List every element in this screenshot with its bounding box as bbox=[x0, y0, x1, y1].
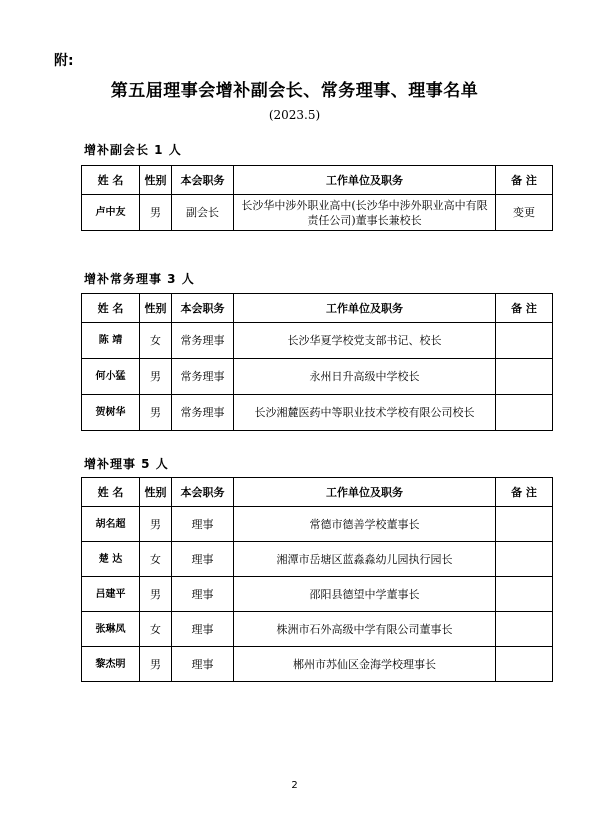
cell-gender: 男 bbox=[140, 195, 172, 231]
cell-note bbox=[496, 612, 553, 647]
cell-role: 理事 bbox=[172, 647, 234, 682]
cell-note bbox=[496, 542, 553, 577]
cell-gender: 男 bbox=[140, 577, 172, 612]
table-row bbox=[82, 542, 553, 577]
header-note: 备 注 bbox=[496, 294, 553, 323]
header-note: 备 注 bbox=[496, 166, 553, 195]
cell-name: 黎杰明 bbox=[82, 647, 140, 682]
cell-role: 理事 bbox=[172, 507, 234, 542]
cell-org: 长沙华中涉外职业高中(长沙华中涉外职业高中有限责任公司)董事长兼校长 bbox=[234, 195, 496, 231]
header-name: 姓 名 bbox=[82, 294, 140, 323]
cell-role: 常务理事 bbox=[172, 395, 234, 431]
cell-gender: 男 bbox=[140, 647, 172, 682]
section-title-vice-president: 增补副会长 1 人 bbox=[84, 143, 182, 157]
cell-role: 副会长 bbox=[172, 195, 234, 231]
header-gender: 性别 bbox=[140, 166, 172, 195]
cell-note bbox=[496, 323, 553, 359]
cell-org: 长沙华夏学校党支部书记、校长 bbox=[234, 323, 496, 359]
cell-name: 何小猛 bbox=[82, 359, 140, 395]
cell-org: 邵阳县德望中学董事长 bbox=[234, 577, 496, 612]
section-title-standing-directors: 增补常务理事 3 人 bbox=[84, 272, 195, 286]
cell-org: 常德市德善学校董事长 bbox=[234, 507, 496, 542]
table-header-row bbox=[82, 478, 553, 507]
cell-gender: 男 bbox=[140, 395, 172, 431]
header-org: 工作单位及职务 bbox=[234, 294, 496, 323]
table-row bbox=[82, 395, 553, 431]
header-role: 本会职务 bbox=[172, 294, 234, 323]
cell-note bbox=[496, 395, 553, 431]
table-row bbox=[82, 612, 553, 647]
header-gender: 性别 bbox=[140, 478, 172, 507]
header-org: 工作单位及职务 bbox=[234, 478, 496, 507]
table-row bbox=[82, 577, 553, 612]
table-row bbox=[82, 647, 553, 682]
header-name: 姓 名 bbox=[82, 478, 140, 507]
cell-gender: 女 bbox=[140, 323, 172, 359]
cell-org: 永州日升高级中学校长 bbox=[234, 359, 496, 395]
header-role: 本会职务 bbox=[172, 166, 234, 195]
cell-gender: 男 bbox=[140, 359, 172, 395]
header-org: 工作单位及职务 bbox=[234, 166, 496, 195]
vice-president-table bbox=[81, 165, 553, 231]
attachment-label: 附: bbox=[54, 53, 74, 69]
cell-role: 理事 bbox=[172, 542, 234, 577]
cell-note bbox=[496, 359, 553, 395]
header-role: 本会职务 bbox=[172, 478, 234, 507]
table-row bbox=[82, 359, 553, 395]
cell-role: 理事 bbox=[172, 577, 234, 612]
cell-note bbox=[496, 507, 553, 542]
cell-note bbox=[496, 577, 553, 612]
cell-org: 株洲市石外高级中学有限公司董事长 bbox=[234, 612, 496, 647]
cell-name: 胡名超 bbox=[82, 507, 140, 542]
header-note: 备 注 bbox=[496, 478, 553, 507]
cell-name: 贺树华 bbox=[82, 395, 140, 431]
cell-role: 常务理事 bbox=[172, 323, 234, 359]
cell-name: 陈 靖 bbox=[82, 323, 140, 359]
cell-org: 郴州市苏仙区金海学校理事长 bbox=[234, 647, 496, 682]
header-gender: 性别 bbox=[140, 294, 172, 323]
cell-org: 湘潭市岳塘区蓝淼淼幼儿园执行园长 bbox=[234, 542, 496, 577]
cell-gender: 男 bbox=[140, 507, 172, 542]
document-title: 第五届理事会增补副会长、常务理事、理事名单 bbox=[110, 81, 479, 101]
cell-name: 楚 达 bbox=[82, 542, 140, 577]
table-row bbox=[82, 323, 553, 359]
section-title-directors: 增补理事 5 人 bbox=[84, 457, 169, 471]
cell-name: 吕建平 bbox=[82, 577, 140, 612]
page-number: 2 bbox=[291, 780, 298, 791]
cell-role: 理事 bbox=[172, 612, 234, 647]
table-header-row bbox=[82, 166, 553, 195]
table-row bbox=[82, 195, 553, 231]
cell-note bbox=[496, 647, 553, 682]
document-date: (2023.5) bbox=[268, 108, 321, 122]
cell-note: 变更 bbox=[496, 195, 553, 231]
cell-gender: 女 bbox=[140, 542, 172, 577]
cell-role: 常务理事 bbox=[172, 359, 234, 395]
standing-directors-table bbox=[81, 293, 553, 431]
header-name: 姓 名 bbox=[82, 166, 140, 195]
table-header-row bbox=[82, 294, 553, 323]
cell-name: 卢中友 bbox=[82, 195, 140, 231]
table-row bbox=[82, 507, 553, 542]
cell-gender: 女 bbox=[140, 612, 172, 647]
cell-name: 张琳凤 bbox=[82, 612, 140, 647]
cell-org: 长沙湘麓医药中等职业技术学校有限公司校长 bbox=[234, 395, 496, 431]
directors-table bbox=[81, 477, 553, 682]
